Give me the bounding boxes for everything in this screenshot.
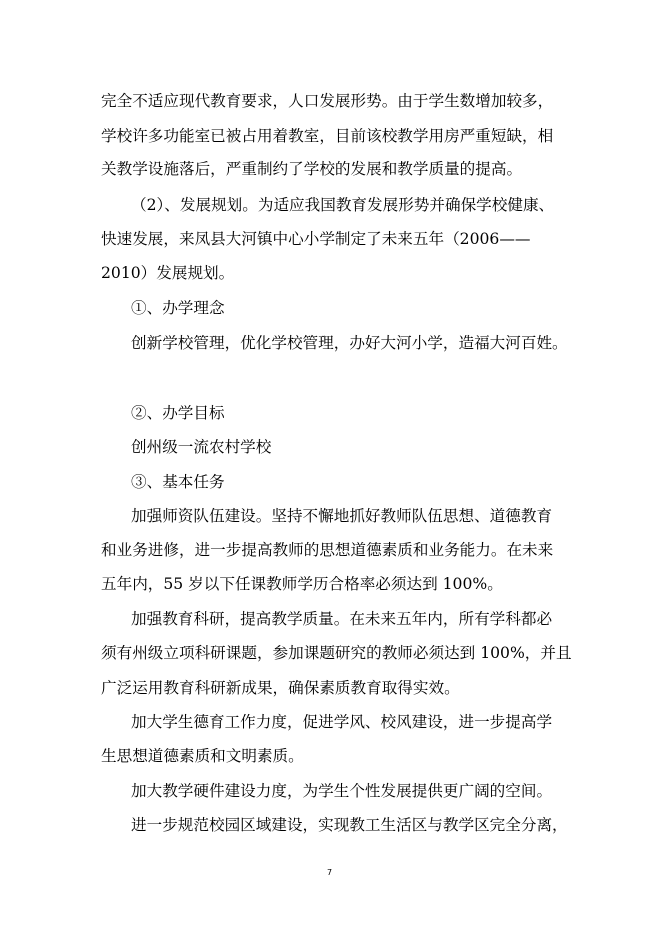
text-line: 创新学校管理，优化学校管理，办好大河小学，造福大河百姓。 — [131, 334, 568, 352]
text-line: 进一步规范校园区域建设，实现教工生活区与教学区完全分离， — [131, 816, 568, 834]
section-heading: ②、办学目标 — [131, 404, 225, 422]
section-heading: ③、基本任务 — [131, 473, 225, 491]
text-line: 加大教学硬件建设力度，为学生个性发展提供更广阔的空间。 — [131, 782, 553, 800]
text-line: 创州级一流农村学校 — [131, 438, 272, 456]
page-number: 7 — [327, 868, 333, 877]
text-line: 完全不适应现代教育要求，人口发展形势。由于学生数增加较多， — [101, 92, 554, 110]
text-line: 快速发展，来凤县大河镇中心小学制定了未来五年（2006—— — [101, 230, 531, 248]
text-line: 2010）发展规划。 — [101, 264, 235, 282]
text-line: 五年内，55 岁以下任课教师学历合格率必须达到 100%。 — [101, 575, 503, 593]
text-line: 学校许多功能室已被占用着教室，目前该校教学用房严重短缺，相 — [101, 127, 554, 145]
text-line: 关教学设施落后，严重制约了学校的发展和教学质量的提高。 — [101, 160, 523, 178]
text-line: 加强教育科研，提高教学质量。在未来五年内，所有学科都必 — [131, 610, 553, 628]
text-line: 加强师资队伍建设。坚持不懈地抓好教师队伍思想、道德教育 — [131, 507, 553, 525]
text-line: （2）、发展规划。为适应我国教育发展形势并确保学校健康、 — [131, 196, 555, 214]
section-heading: ①、办学理念 — [131, 299, 225, 317]
text-line: 生思想道德素质和文明素质。 — [101, 747, 304, 765]
text-line: 广泛运用教育科研新成果，确保素质教育取得实效。 — [101, 679, 460, 697]
text-line: 须有州级立项科研课题，参加课题研究的教师必须达到 100%，并且 — [101, 644, 572, 662]
text-line: 加大学生德育工作力度，促进学风、校风建设，进一步提高学 — [131, 713, 553, 731]
text-line: 和业务进修，进一步提高教师的思想道德素质和业务能力。在未来 — [101, 541, 554, 559]
